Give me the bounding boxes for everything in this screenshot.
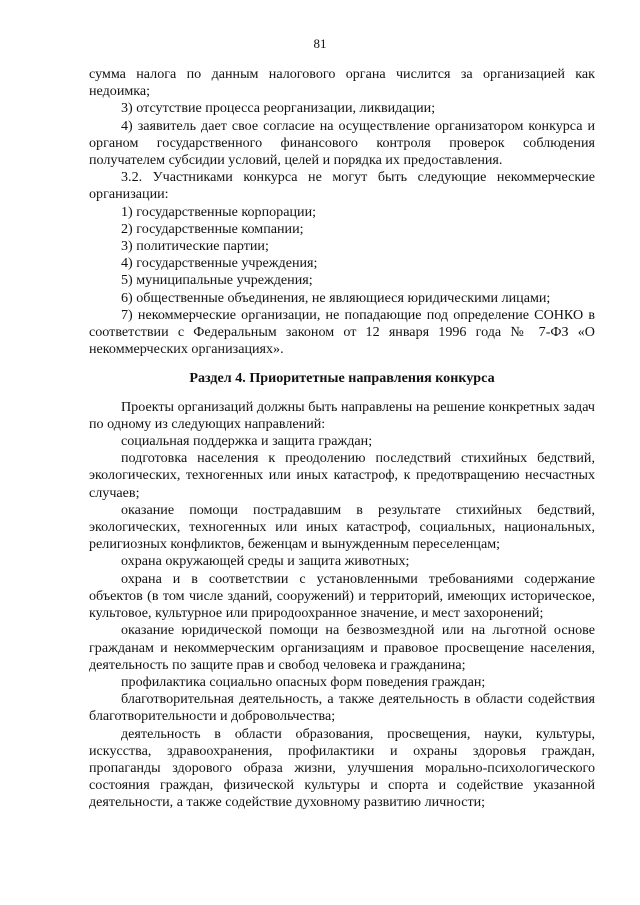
- list-item: 4) заявитель дает свое согласие на осуществление организатором конкурса и органом государственного финансового контроля проверок соблюдения получателем субсидии условий, целей и порядка их предоставления.: [89, 117, 595, 169]
- list-item: 5) муниципальные учреждения;: [121, 272, 313, 289]
- page-body: [89, 66, 595, 812]
- list-item: благотворительная деятельность, а также деятельность в области содействия благотворительности и добровольчества;: [89, 691, 595, 725]
- page-number: 81: [313, 36, 327, 51]
- list-item: оказание юридической помощи на безвозмездной или на льготной основе гражданам и некоммерческим организациям и правовое просвещение населения, деятельность по защите прав и свобод человека и гражданина;: [89, 622, 595, 673]
- paragraph: 3.2. Участниками конкурса не могут быть следующие некоммерческие организации:: [89, 169, 595, 203]
- list-item: 1) государственные корпорации;: [121, 203, 317, 220]
- paragraph: Проекты организаций должны быть направлены на решение конкретных задач по одному из следующих направлений:: [89, 398, 595, 432]
- list-item: оказание помощи пострадавшим в результате стихийных бедствий, экологических, техногенных или иных катастроф, социальных, национальных, религиозных конфликтов, беженцам и вынужденным переселенцам;: [89, 501, 595, 553]
- list-item: охрана и в соответствии с установленными требованиями содержание объектов (в том числе зданий, сооружений) и территорий, имеющих историческое, культовое, культурное или природоохранное значение, и мест захоронений;: [89, 570, 595, 622]
- list-item: 3) отсутствие процесса реорганизации, ликвидации;: [121, 100, 436, 117]
- paragraph: сумма налога по данным налогового органа числится за организацией как недоимка;: [89, 66, 595, 100]
- list-item: подготовка населения к преодолению последствий стихийных бедствий, экологических, техногенных или иных катастроф, к предотвращению несчастных случаев;: [89, 450, 595, 501]
- list-item: деятельность в области образования, просвещения, науки, культуры, искусства, здравоохранения, профилактики и охраны здоровья граждан, пропаганды здорового образа жизни, улучшения морально-психологического состояния граждан, физической культуры и спорта и содействие указанной деятельности, а также содействие духовному развитию личности;: [89, 725, 595, 811]
- list-item: социальная поддержка и защита граждан;: [121, 433, 373, 450]
- list-item: профилактика социально опасных форм поведения граждан;: [121, 673, 486, 690]
- list-item: 3) политические партии;: [121, 238, 269, 255]
- section-heading: Раздел 4. Приоритетные направления конкурса: [189, 370, 495, 387]
- list-item: 2) государственные компании;: [121, 220, 304, 237]
- list-item: 7) некоммерческие организации, не попадающие под определение СОНКО в соответствии с Федеральным законом от 12 января 1996 года № 7-ФЗ «О некоммерческих организациях».: [89, 306, 595, 358]
- list-item: 4) государственные учреждения;: [121, 255, 318, 272]
- list-item: 6) общественные объединения, не являющиеся юридическими лицами;: [121, 289, 551, 306]
- list-item: охрана окружающей среды и защита животных;: [121, 553, 410, 570]
